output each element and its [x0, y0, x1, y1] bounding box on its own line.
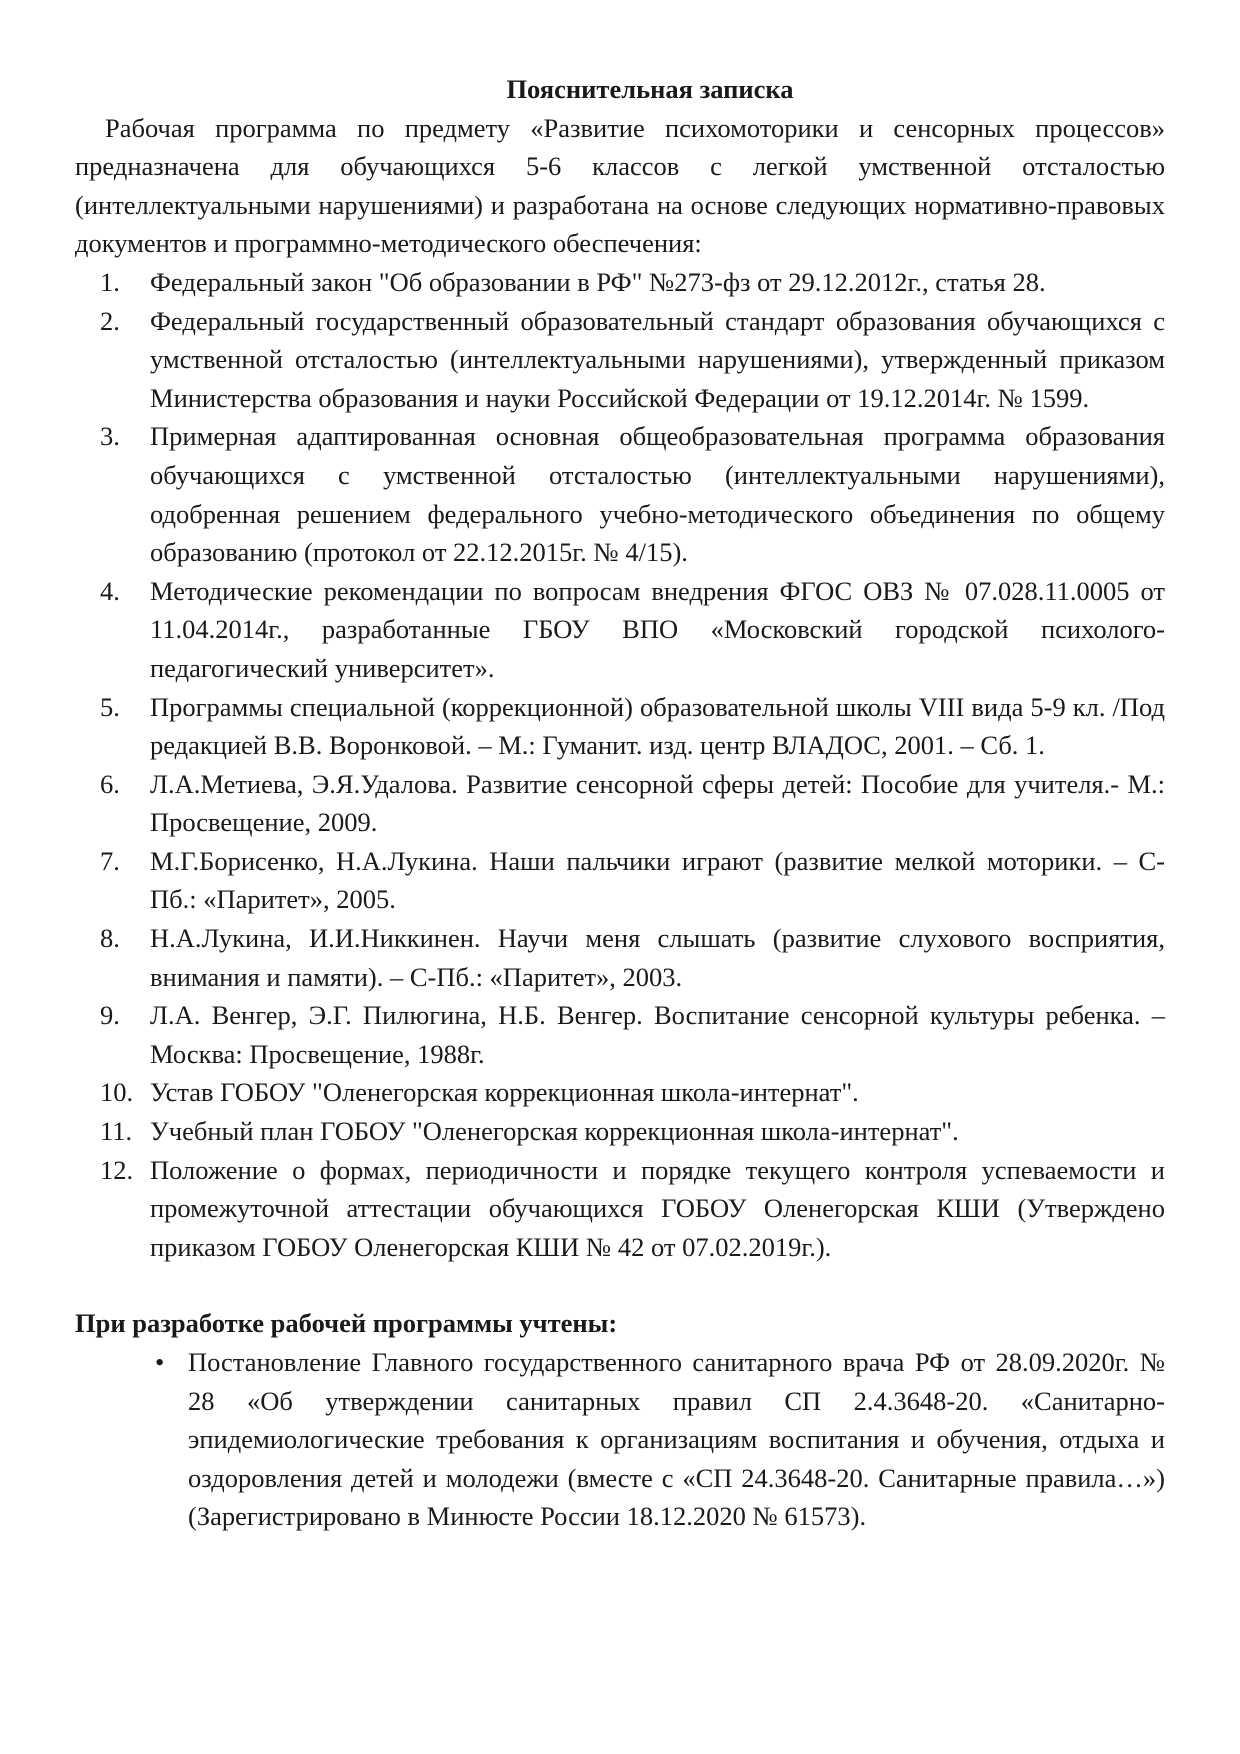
list-number: 10.: [100, 1077, 134, 1108]
list-item-text: Л.А.Метиева, Э.Я.Удалова. Развитие сенсорной сферы детей: Пособие для учителя.- М.: Просвещение, 2009.: [150, 768, 1165, 838]
list-item-text: Л.А. Венгер, Э.Г. Пилюгина, Н.Б. Венгер. Воспитание сенсорной культуры ребенка. – Москва: Просвещение, 1988г.: [150, 1000, 1165, 1069]
intro-paragraph: Рабочая программа по предмету «Развитие психомоторики и сенсорных процессов» предназначена для обучающихся 5-6 классов с легкой умственной отсталостью (интеллектуальными нарушениями) и разработана на основе следующих нормативно-правовых документов и программно-методического обеспечения:: [75, 112, 1165, 259]
list-item: [75, 688, 1165, 765]
list-number: 1.: [100, 266, 120, 297]
list-item-text: М.Г.Борисенко, Н.А.Лукина. Наши пальчики играют (развитие мелкой моторики. – С-Пб.: «Паритет», 2005.: [150, 845, 1165, 915]
list-number: 9.: [100, 1000, 120, 1031]
list-item: [75, 1151, 1165, 1267]
list-item-text: Учебный план ГОБОУ "Оленегорская коррекционная школа-интернат".: [150, 1116, 959, 1147]
list-item: [75, 842, 1165, 919]
list-item: [75, 572, 1165, 688]
list-item-text: Федеральный государственный образовательный стандарт образования обучающихся с умственной отсталостью (интеллектуальными нарушениями), утвержденный приказом Министерства образования и науки Российской Федерации от 19.12.2014г. № 1599.: [150, 305, 1165, 413]
considered-heading: При разработке рабочей программы учтены:: [75, 1308, 618, 1339]
list-number: 3.: [100, 421, 120, 452]
list-item: [75, 1112, 1165, 1151]
list-number: 2.: [100, 305, 120, 336]
considered-list: [75, 1343, 1165, 1536]
list-number: 7.: [100, 845, 120, 876]
page-title: Пояснительная записка: [506, 74, 794, 104]
list-item-text: Методические рекомендации по вопросам внедрения ФГОС ОВЗ № 07.028.11.0005 от 11.04.2014г., разработанные ГБОУ ВПО «Московский городской психолого-педагогический университет».: [150, 575, 1165, 683]
list-number: 4.: [100, 575, 120, 606]
list-item-text: Устав ГОБОУ "Оленегорская коррекционная школа-интернат".: [150, 1077, 859, 1108]
list-number: 8.: [100, 923, 120, 954]
list-item-text: Федеральный закон "Об образовании в РФ" №273-фз от 29.12.2012г., статья 28.: [150, 266, 1046, 297]
list-item-text: Положение о формах, периодичности и порядке текущего контроля успеваемости и промежуточной аттестации обучающихся ГОБОУ Оленегорская КШИ (Утверждено приказом ГОБОУ Оленегорская КШИ № 42 от 07.02.2019г.).: [150, 1154, 1165, 1262]
list-item-text: Примерная адаптированная основная общеобразовательная программа образования обучающихся с умственной отсталостью (интеллектуальными нарушениями), одобренная решением федерального учебно-методического объединения по общему образованию (протокол от 22.12.2015г. № 4/15).: [150, 421, 1165, 568]
list-number: 5.: [100, 691, 120, 722]
list-item: [75, 765, 1165, 842]
list-item: [75, 417, 1165, 571]
list-item: [75, 1073, 1165, 1112]
list-item: [75, 996, 1165, 1073]
list-item: [75, 919, 1165, 996]
bullet-item-text: Постановление Главного государственного санитарного врача РФ от 28.09.2020г. № 28 «Об утверждении санитарных правил СП 2.4.3648-20. «Санитарно-эпидемиологические требования к организациям воспитания и обучения, отдыха и оздоровления детей и молодежи (вместе с «СП 24.3648-20. Санитарные правила…») (Зарегистрировано в Минюсте России 18.12.2020 № 61573).: [188, 1347, 1165, 1532]
list-number: 6.: [100, 768, 120, 799]
list-number: 11.: [100, 1116, 133, 1147]
list-item-text: Программы специальной (коррекционной) образовательной школы VIII вида 5-9 кл. /Под редакцией В.В. Воронковой. – М.: Гуманит. изд. центр ВЛАДОС, 2001. – Сб. 1.: [150, 691, 1165, 761]
list-item: [75, 302, 1165, 418]
list-number: 12.: [100, 1154, 134, 1185]
list-item: [75, 263, 1165, 302]
bullet-icon: •: [155, 1347, 165, 1377]
norms-list: [75, 263, 1165, 1266]
bullet-item: [75, 1343, 1165, 1536]
document-page: [75, 70, 1165, 1536]
list-item-text: Н.А.Лукина, И.И.Никкинен. Научи меня слышать (развитие слухового восприятия, внимания и памяти). – С-Пб.: «Паритет», 2003.: [150, 923, 1165, 992]
